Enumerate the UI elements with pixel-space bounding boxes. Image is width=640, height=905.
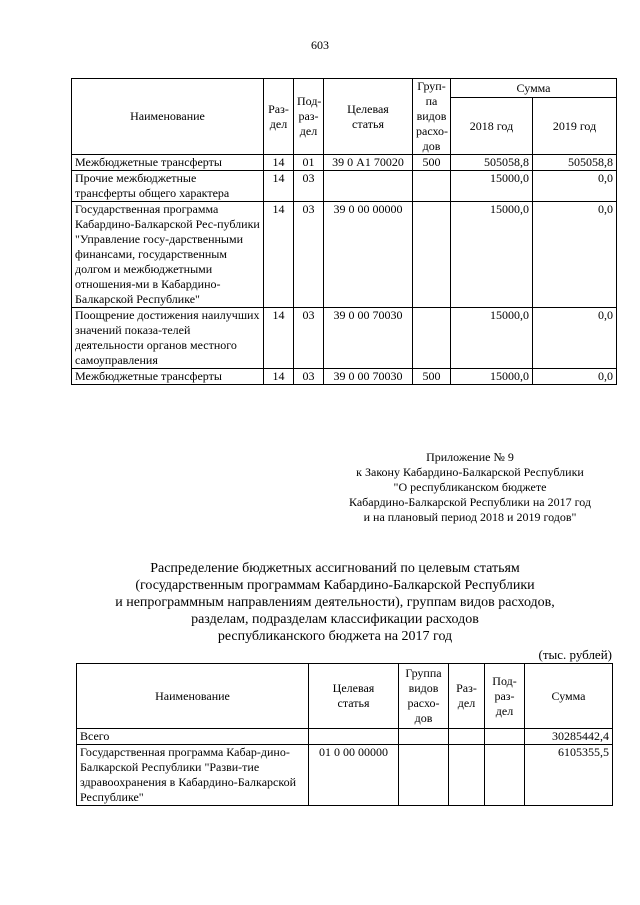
title-line: разделам, подразделам классификации расходов bbox=[191, 612, 479, 627]
cell-section: 14 bbox=[264, 308, 294, 369]
table-row bbox=[72, 155, 617, 171]
cell-subsection: 03 bbox=[294, 202, 324, 308]
cell-2019: 0,0 bbox=[533, 308, 617, 369]
title-line: (государственным программам Кабардино-Балкарской Республики bbox=[135, 578, 535, 593]
cell-section: 14 bbox=[264, 369, 294, 385]
cell-subsection: 03 bbox=[294, 171, 324, 202]
cell-2018: 505058,8 bbox=[451, 155, 533, 171]
cell-name: Государственная программа Кабардино-Балкарской Рес-публики "Управление госу-дарственными финансами, государственным долгом и межбюджетными отношения-ми в Кабардино-Балкарской Республике" bbox=[72, 202, 264, 308]
cell-sum: 6105355,5 bbox=[525, 745, 613, 806]
cell-target: 39 0 А1 70020 bbox=[324, 155, 413, 171]
table-row bbox=[72, 308, 617, 369]
title-line: республиканского бюджета на 2017 год bbox=[217, 629, 453, 644]
cell-section bbox=[449, 745, 485, 806]
cell-name: Государственная программа Кабар-дино-Балкарской Республики "Разви-тие здравоохранения в Кабардино-Балкарской Республике" bbox=[77, 745, 309, 806]
header-section: Раз- дел bbox=[449, 664, 485, 729]
cell-name: Межбюджетные трансферты bbox=[72, 155, 264, 171]
header-subsection: Под- раз- дел bbox=[294, 79, 324, 155]
cell-name: Прочие межбюджетные трансферты общего характера bbox=[72, 171, 264, 202]
header-group: Группа видов расхо- дов bbox=[399, 664, 449, 729]
header-section: Раз- дел bbox=[264, 79, 294, 155]
cell-section: 14 bbox=[264, 155, 294, 171]
cell-section: 14 bbox=[264, 171, 294, 202]
cell-group bbox=[413, 308, 451, 369]
header-group: Груп- па видов расхо- дов bbox=[413, 79, 451, 155]
cell-2018: 15000,0 bbox=[451, 369, 533, 385]
cell-target: 39 0 00 70030 bbox=[324, 369, 413, 385]
cell-name: Всего bbox=[77, 729, 309, 745]
cell-group bbox=[413, 171, 451, 202]
cell-group bbox=[399, 729, 449, 745]
appendix-line: Приложение № 9 bbox=[426, 450, 514, 464]
cell-group: 500 bbox=[413, 155, 451, 171]
cell-target bbox=[309, 729, 399, 745]
cell-group bbox=[399, 745, 449, 806]
appendix-line: и на плановый период 2018 и 2019 годов" bbox=[363, 510, 577, 524]
header-sum: Сумма bbox=[525, 664, 613, 729]
table-row bbox=[72, 202, 617, 308]
cell-target: 01 0 00 00000 bbox=[309, 745, 399, 806]
table-row bbox=[72, 171, 617, 202]
cell-group bbox=[413, 202, 451, 308]
table-row bbox=[72, 369, 617, 385]
cell-2019: 505058,8 bbox=[533, 155, 617, 171]
budget-table-2018-2019 bbox=[71, 78, 617, 385]
cell-target: 39 0 00 70030 bbox=[324, 308, 413, 369]
cell-target: 39 0 00 00000 bbox=[324, 202, 413, 308]
document-title bbox=[60, 560, 610, 645]
cell-subsection: 03 bbox=[294, 308, 324, 369]
title-line: Распределение бюджетных ассигнований по целевым статьям bbox=[150, 561, 520, 576]
cell-section: 14 bbox=[264, 202, 294, 308]
title-line: и непрограммным направлениям деятельности), группам видов расходов, bbox=[115, 595, 555, 610]
header-name: Наименование bbox=[72, 79, 264, 155]
cell-2018: 15000,0 bbox=[451, 308, 533, 369]
table-row bbox=[77, 745, 613, 806]
cell-2018: 15000,0 bbox=[451, 202, 533, 308]
cell-sum: 30285442,4 bbox=[525, 729, 613, 745]
cell-section bbox=[449, 729, 485, 745]
header-target: Целевая статья bbox=[309, 664, 399, 729]
cell-group: 500 bbox=[413, 369, 451, 385]
header-2018: 2018 год bbox=[451, 98, 533, 155]
page-number: 603 bbox=[311, 38, 329, 52]
cell-subsection: 03 bbox=[294, 369, 324, 385]
header-sum: Сумма bbox=[451, 79, 617, 98]
header-2019: 2019 год bbox=[533, 98, 617, 155]
header-name: Наименование bbox=[77, 664, 309, 729]
cell-target bbox=[324, 171, 413, 202]
cell-2018: 15000,0 bbox=[451, 171, 533, 202]
header-target: Целевая статья bbox=[324, 79, 413, 155]
budget-table-2017 bbox=[76, 663, 613, 806]
appendix-line: Кабардино-Балкарской Республики на 2017 год bbox=[349, 495, 591, 509]
appendix-header bbox=[320, 450, 620, 525]
header-subsection: Под- раз- дел bbox=[485, 664, 525, 729]
cell-2019: 0,0 bbox=[533, 202, 617, 308]
appendix-line: к Закону Кабардино-Балкарской Республики bbox=[356, 465, 584, 479]
units-label: (тыс. рублей) bbox=[538, 647, 612, 662]
cell-2019: 0,0 bbox=[533, 171, 617, 202]
cell-subsection: 01 bbox=[294, 155, 324, 171]
appendix-line: "О республиканском бюджете bbox=[393, 480, 547, 494]
cell-2019: 0,0 bbox=[533, 369, 617, 385]
cell-subsection bbox=[485, 729, 525, 745]
cell-name: Межбюджетные трансферты bbox=[72, 369, 264, 385]
cell-subsection bbox=[485, 745, 525, 806]
cell-name: Поощрение достижения наилучших значений показа-телей деятельности органов местного самоуправления bbox=[72, 308, 264, 369]
table-row bbox=[77, 729, 613, 745]
